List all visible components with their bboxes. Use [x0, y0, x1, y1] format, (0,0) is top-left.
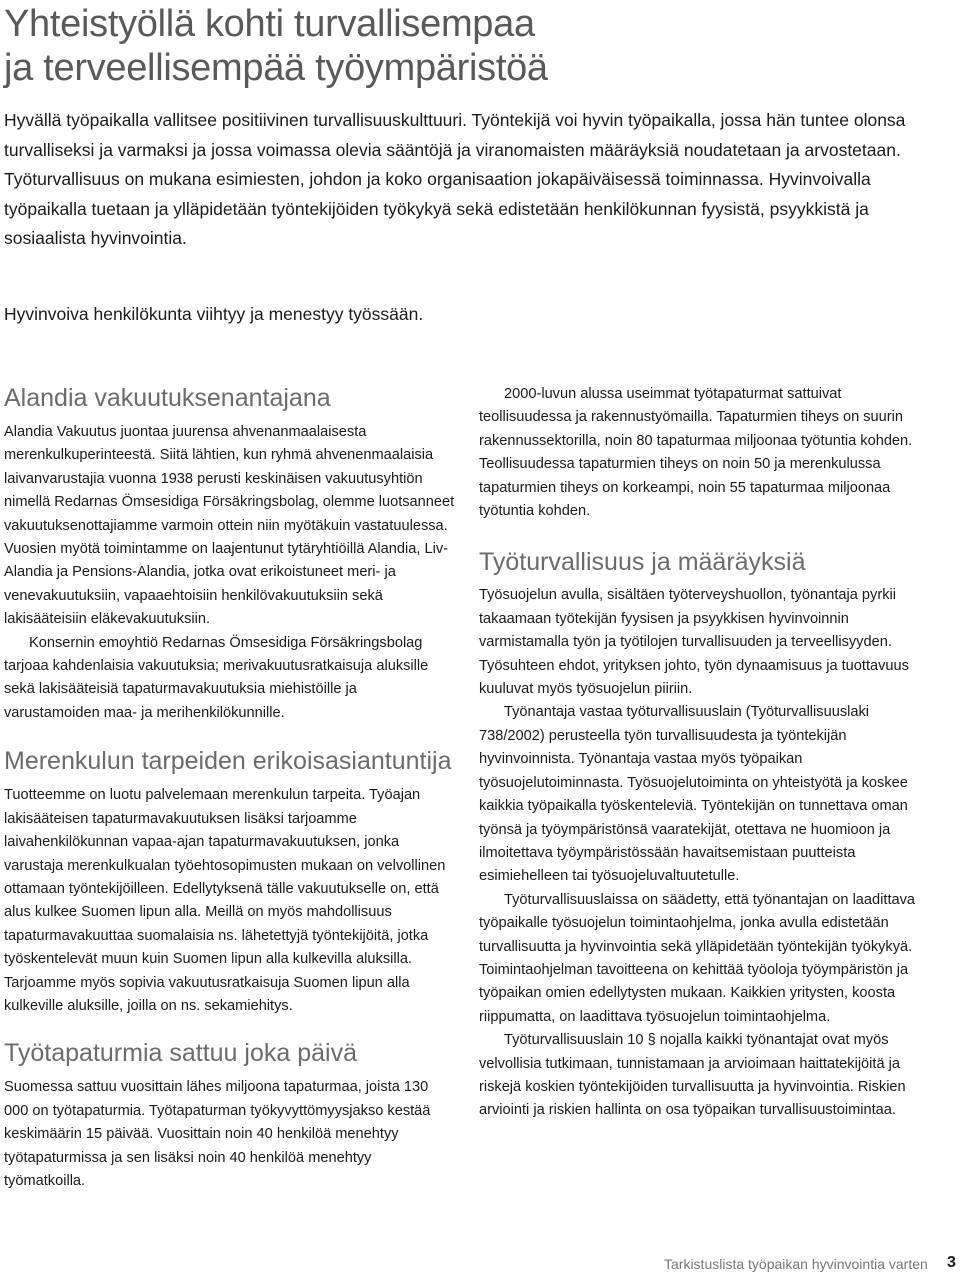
heading-alandia: Alandia vakuutuksenantajana: [4, 384, 331, 412]
alandia-paragraph-1: Alandia Vakuutus juontaa juurensa ahvenanmaalaisesta merenkulkuperinteestä. Siitä lähtien, kun ryhmä ahvenenmaalaisia laivanvarustajia vuonna 1938 perusti keskinäisen vakuutusyhtiön nimellä Redarnas Ömsesidiga Försäkringsbolag, olemme luotsanneet vakuutuksenottajiamme varmoin ottein niin myötäkuin vastatuulessa. Vuosien myötä toimintamme on laajentunut tytäryhtiöillä Alandia, Liv-Alandia ja Pensions-Alandia, jotka ovat erikoistuneet meri- ja venevakuutuksiin, vapaaehtoisiin henkilövakuutuksiin sekä lakisääteisiin eläkevakuutuksiin.: [4, 424, 455, 628]
heading-merenkulku: Merenkulun tarpeiden erikoisasiantuntija: [4, 747, 452, 776]
title-line-2: ja terveellisempää työympäristöä: [4, 47, 548, 89]
page-number: 3: [947, 1254, 956, 1271]
tyoturvallisuus-paragraph-3: Työturvallisuuslaissa on säädetty, että työnantajan on laadittava työpaikalle työsuojelun toimintaohjelma, jonka avulla edistetään turvallisuutta ja hyvinvointia sekä ylläpidetään työntekijän työkykyä. Toimintaohjelman tavoitteena on kehittää työoloja työympäristön ja työpaikan omien edellytysten mukaan. Kaikkien yritysten, koosta riippumatta, on laadittava työsuojelun toimintaohjelma.: [479, 891, 916, 1025]
heading-tapaturmat: Työtapaturmia sattuu joka päivä: [4, 1039, 357, 1068]
tyoturvallisuus-paragraph-1: Työsuojelun avulla, sisältäen työterveyshuollon, työnantaja pyrkii takaamaan työtekijän fyysisen ja psyykkisen hyvinvoinnin varmistamalla työn ja työtilojen turvallisuuden ja terveellisyyden. Työsuhteen ehdot, yrityksen johto, työn dynaamisuus ja tuottavuus kuuluvat myös työsuojelun piiriin.: [479, 587, 909, 698]
tyoturvallisuus-paragraph-2: Työnantaja vastaa työturvallisuuslain (Työturvallisuuslaki 738/2002) perusteella työn turvallisuudesta ja työntekijän hyvinvoinnista. Työnantaja vastaa myös työpaikan työsuojelutoiminnasta. Työsuojelutoiminta on yhteistyötä ja koskee kaikkia työpaikalla työskenteleviä. Työntekijän on tunnettava oman työnsä ja työympäristönsä vaaratekijät, otettava ne huomioon ja ilmoitettava työympäristössään havaitsemistaan puutteista esimiehelleen tai työsuojeluvaltuutetulle.: [479, 704, 908, 885]
tagline: Hyvinvoiva henkilökunta viihtyy ja menestyy työssään.: [4, 304, 424, 324]
right-column: [479, 383, 931, 1123]
page-title: [4, 2, 944, 90]
merenkulku-paragraph: Tuotteemme on luotu palvelemaan merenkulun tarpeita. Työajan lakisääteisen tapaturmavakuutuksen lisäksi tarjoamme laivahenkilökunnan vapaa-ajan tapaturmavakuutuksen, jonka varustaja merenkulkualan työehtosopimusten mukaan on velvollinen ottamaan työntekijöilleen. Edellytyksenä tälle vakuutukselle on, että alus kulkee Suomen lipun alla. Meillä on myös mahdollisuus tapaturmavakuuttaa suomalaisia ns. lähetettyjä työntekijöitä, jotka työskentelevät muun kuin Suomen lipun alla kulkevilla aluksilla. Tarjoamme myös sopivia vakuutusratkaisuja Suomen lipun alla kulkeville aluksille, joilla on ns. sekamiehitys.: [4, 787, 446, 1014]
intro-paragraph: Hyvällä työpaikalla vallitsee positiivinen turvallisuuskulttuuri. Työntekijä voi hyvin työpaikalla, jossa hän tuntee olonsa turvalliseksi ja varmaksi ja jossa voimassa olevia sääntöjä ja viranomaisten määräyksiä noudatetaan ja arvostetaan. Työturvallisuus on mukana esimiesten, johdon ja koko organisaation jokapäiväisessä toiminnassa. Hyvinvoivalla työpaikalla tuetaan ja ylläpidetään työntekijöiden työkykyä sekä edistetään henkilökunnan fyysistä, psyykkistä ja sosiaalista hyvinvointia.: [4, 110, 906, 248]
alandia-paragraph-2: Konsernin emoyhtiö Redarnas Ömsesidiga Försäkringsbolag tarjoaa kahdenlaisia vakuutuksia; merivakuutusratkaisuja aluksille sekä lakisääteisiä tapaturmavakuutuksia miehistöille ja varustamoiden maa- ja merihenkilökunnille.: [4, 634, 429, 721]
footer-title: Tarkistuslista työpaikan hyvinvointia varten: [664, 1256, 928, 1272]
tyoturvallisuus-paragraph-4: Työturvallisuuslain 10 § nojalla kaikki työnantajat ovat myös velvollisia tutkimaan, tunnistamaan ja arvioimaan haittatekijöitä ja riskejä koskien työntekijöiden turvallisuutta ja hyvinvointia. Riskien arviointi ja riskien hallinta on osa työpaikan turvallisuustoimintaa.: [479, 1032, 906, 1119]
heading-tyoturvallisuus: Työturvallisuus ja määräyksiä: [479, 548, 806, 577]
left-column: [4, 382, 456, 1193]
title-line-1: Yhteistyöllä kohti turvallisempaa: [4, 3, 535, 45]
tapaturmat-paragraph: Suomessa sattuu vuosittain lähes miljoona tapaturmaa, joista 130 000 on työtapaturmia. Työtapaturman työkyvyttömyysjakso kestää keskimäärin 15 päivää. Vuosittain noin 40 henkilöä menehtyy työtapaturmissa ja sen lisäksi noin 40 henkilöä menehtyy työmatkoilla.: [4, 1079, 431, 1189]
right-intro-paragraph: 2000-luvun alussa useimmat työtapaturmat sattuivat teollisuudessa ja rakennustyömailla. Tapaturmien tiheys on suurin rakennussektorilla, noin 80 tapaturmaa miljoonaa työtuntia kohden. Teollisuudessa tapaturmien tiheys on noin 50 ja merenkulussa tapaturmien tiheys on korkeampi, noin 55 tapaturmaa miljoonaa työtuntia kohden.: [479, 386, 913, 520]
